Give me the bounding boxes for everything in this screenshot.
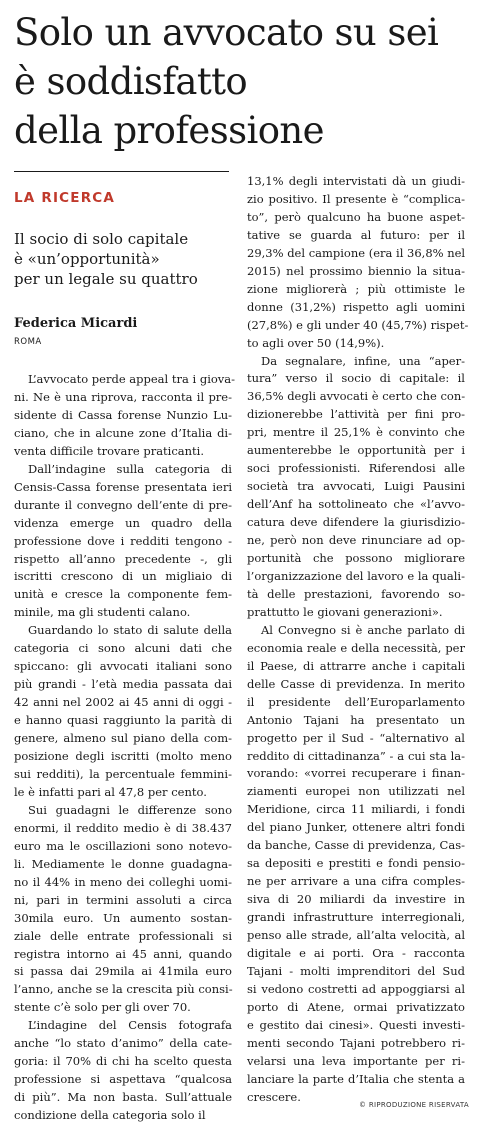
text-line: L’indagine del Censis fotografa <box>28 1018 232 1033</box>
text-line: 13,1% degli intervistati dà un giudi- <box>247 174 465 188</box>
headline-line: della professione <box>14 109 324 152</box>
text-line: progetto per il Sud - “alternativo al <box>247 730 465 745</box>
subheadline <box>14 229 229 289</box>
text-line: ciano, che in alcune zone d’Italia di- <box>14 425 232 440</box>
text-line: 2015) nel prossimo biennio la situa- <box>247 263 465 278</box>
text-line: euro ma le oscillazioni sono notevo- <box>14 838 232 853</box>
text-line: iscritti crescono di un migliaio di <box>14 569 232 584</box>
text-line: Antonio Tajani ha presentato un <box>247 712 465 727</box>
text-line: il Paese, di attrarre anche i capitali <box>247 658 465 673</box>
text-line: registra intorno ai 45 anni, quando <box>14 946 232 961</box>
text-line: ziamenti europei non utilizzati nel <box>247 784 465 799</box>
dateline-place: ROMA <box>14 337 42 347</box>
text-line: professione si aspettava “qualcosa <box>14 1072 232 1087</box>
text-line: penso alle strade, all’alta velocità, al <box>247 928 465 943</box>
text-line: ni. Ne è una riprova, racconta il pre- <box>14 389 232 404</box>
text-line: del piano Junker, ottenere altri fondi <box>247 820 465 835</box>
article-paragraph <box>247 173 469 353</box>
text-line: 42 anni nel 2002 ai 45 anni di oggi - <box>14 695 232 710</box>
subheadline-line: per un legale su quattro <box>14 270 198 288</box>
text-line: dizionerebbe l’attività per fini pro- <box>247 407 465 422</box>
text-line: 29,3% del campione (era il 36,8% nel <box>247 245 466 260</box>
text-line: stente c’è solo per gli over 70. <box>14 1000 191 1015</box>
article-paragraph <box>14 1017 232 1125</box>
text-line: ziale delle entrate professionali si <box>14 928 232 943</box>
text-line: to agli over 50 (14,9%). <box>247 335 385 350</box>
text-line: digitale e ai porti. Ora - racconta <box>247 945 465 960</box>
text-line: Guardando lo stato di salute della <box>28 623 232 638</box>
text-line: ne, però non deve rinunciare ad op- <box>247 533 465 548</box>
text-line: più grandi - l’età media passata dai <box>14 677 232 692</box>
text-line: tura” verso il socio di capitale: il <box>247 371 465 386</box>
text-line: videnza emerge un quadro della <box>14 515 232 530</box>
subheadline-line: è «un’opportunità» <box>14 250 160 268</box>
article-paragraph <box>14 802 232 1017</box>
text-line: l’anno, anche se la crescita più consi- <box>14 982 233 997</box>
text-line: unità e cresce la componente fem- <box>14 587 232 602</box>
text-line: prattutto le giovani generazioni». <box>247 604 443 619</box>
text-line: Dall’indagine sulla categoria di <box>28 461 232 476</box>
copyright-notice: © RIPRODUZIONE RISERVATA <box>359 1101 469 1109</box>
text-line: li. Mediamente le donne guadagna- <box>14 856 232 871</box>
text-line: reddito di cittadinanza” - a cui sta la- <box>247 748 465 763</box>
text-line: vorando: «vorrei recuperare i finan- <box>247 766 465 781</box>
text-line: l’organizzazione del lavoro e la quali- <box>247 568 465 583</box>
text-line: donne (31,2%) rispetto agli uomini <box>247 299 465 314</box>
text-line: le è infatti pari al 47,8 per cento. <box>14 784 207 799</box>
article-paragraph <box>247 622 465 1107</box>
text-line: zione migliorerà ; più ottimiste le <box>247 281 465 296</box>
text-line: crescere. <box>247 1089 301 1104</box>
headline-line: Solo un avvocato su sei <box>14 11 439 54</box>
text-line: genere, almeno sul piano della com- <box>14 731 232 746</box>
article-paragraph <box>247 353 465 622</box>
text-line: lanciare la parte d’Italia che stenta a <box>247 1071 465 1086</box>
text-line: L’avvocato perde appeal tra i giova- <box>28 372 236 386</box>
article-paragraph <box>14 461 232 623</box>
article-column-right <box>247 173 469 1107</box>
text-line: condizione della categoria solo il <box>14 1108 206 1123</box>
text-line: si vedono costretti ad appoggiarsi al <box>247 981 465 996</box>
article-paragraph <box>14 622 232 802</box>
text-line: aumenterebbe le opportunità per i <box>247 443 465 458</box>
text-line: Da segnalare, infine, una “aper- <box>261 353 465 368</box>
text-line: Sui guadagni le differenze sono <box>28 802 232 817</box>
text-line: rispetto all’anno precedente -, gli <box>14 551 232 566</box>
text-line: venta difficile trovare praticanti. <box>14 443 205 458</box>
text-line: ni, pari in termini assoluti a circa <box>14 892 232 907</box>
text-line: e hanno quasi raggiunto la parità di <box>14 713 232 728</box>
text-line: delle Casse di previdenza. In merito <box>247 676 465 691</box>
text-line: 30mila euro. Un aumento sostan- <box>14 910 232 925</box>
text-line: tà delle prestazioni, favorendo so- <box>247 586 465 601</box>
text-line: spiccano: gli avvocati italiani sono <box>14 659 232 674</box>
text-line: pri, mentre il 25,1% è convinto che <box>247 425 465 440</box>
text-line: menti secondo Tajani potrebbero ri- <box>247 1035 465 1050</box>
text-line: siva di 20 miliardi da investire in <box>247 892 465 907</box>
text-line: to”, però qualcuno ha buone aspet- <box>247 209 465 224</box>
headline-line: è soddisfatto <box>14 60 248 103</box>
text-line: goria: il 70% di chi ha scelto questa <box>14 1054 232 1069</box>
text-line: di più”. Ma non basta. Sull’attuale <box>14 1090 232 1105</box>
text-line: zio positivo. Il presente è “complica- <box>247 191 465 206</box>
text-line: catura deve difendere la giurisdizio- <box>247 515 465 530</box>
text-line: società tra avvocati, Luigi Pausini <box>247 479 465 494</box>
article-paragraph <box>14 371 236 461</box>
text-line: velarsi una leva importante per ri- <box>247 1053 465 1068</box>
text-line: Al Convegno si è anche parlato di <box>261 622 465 637</box>
text-line: il presidente dell’Europarlamento <box>247 694 465 709</box>
section-kicker: LA RICERCA <box>14 190 116 206</box>
text-line: tative se guarda al futuro: per il <box>247 227 465 242</box>
text-line: portunità che possono migliorare <box>247 551 465 566</box>
text-line: professione dove i redditi tengono - <box>14 533 232 548</box>
text-line: Censis-Cassa forense presentata ieri <box>14 479 232 494</box>
article-column-left <box>14 371 236 1125</box>
text-line: grandi infrastrutture interregionali, <box>247 910 465 925</box>
text-line: Meridione, circa 11 miliardi, i fondi <box>247 802 465 817</box>
subheadline-line: Il socio di solo capitale <box>14 230 189 248</box>
text-line: sa depositi e prestiti e fondi pensio- <box>247 856 465 871</box>
text-line: minile, ma gli studenti calano. <box>14 605 191 620</box>
text-line: porto di Atene, ormai privatizzato <box>247 999 465 1014</box>
text-line: sui redditi), la percentuale femmini- <box>14 766 232 781</box>
text-line: no il 44% in meno dei colleghi uomi- <box>14 874 232 889</box>
text-line: dell’Anf ha sottolineato che «l’avvo- <box>247 497 465 512</box>
text-line: enormi, il reddito medio è di 38.437 <box>14 820 232 835</box>
text-line: ne per arrivare a una cifra comples- <box>247 874 465 889</box>
headline <box>14 8 469 155</box>
text-line: 36,5% degli avvocati è certo che con- <box>247 389 466 404</box>
text-line: (27,8%) e gli under 40 (45,7%) rispet- <box>247 317 469 332</box>
author-byline: Federica Micardi <box>14 316 138 331</box>
text-line: anche “lo stato d’animo” della cate- <box>14 1036 232 1051</box>
text-line: e gestito dai cinesi». Questi investi- <box>247 1017 465 1032</box>
text-line: da banche, Casse di previdenza, Cas- <box>247 838 465 853</box>
section-divider <box>14 171 229 172</box>
text-line: soci professionisti. Riferendosi alle <box>247 461 465 476</box>
text-line: posizione degli iscritti (molto meno <box>14 749 232 764</box>
text-line: durante il convegno dell’ente di pre- <box>14 497 232 512</box>
text-line: categoria ci sono alcuni dati che <box>14 641 232 656</box>
text-line: sidente di Cassa forense Nunzio Lu- <box>14 407 232 422</box>
text-line: Tajani - molti imprenditori del Sud <box>247 963 465 978</box>
text-line: economia reale e della necessità, per <box>247 640 465 655</box>
text-line: si passa dai 29mila ai 41mila euro <box>14 964 232 979</box>
